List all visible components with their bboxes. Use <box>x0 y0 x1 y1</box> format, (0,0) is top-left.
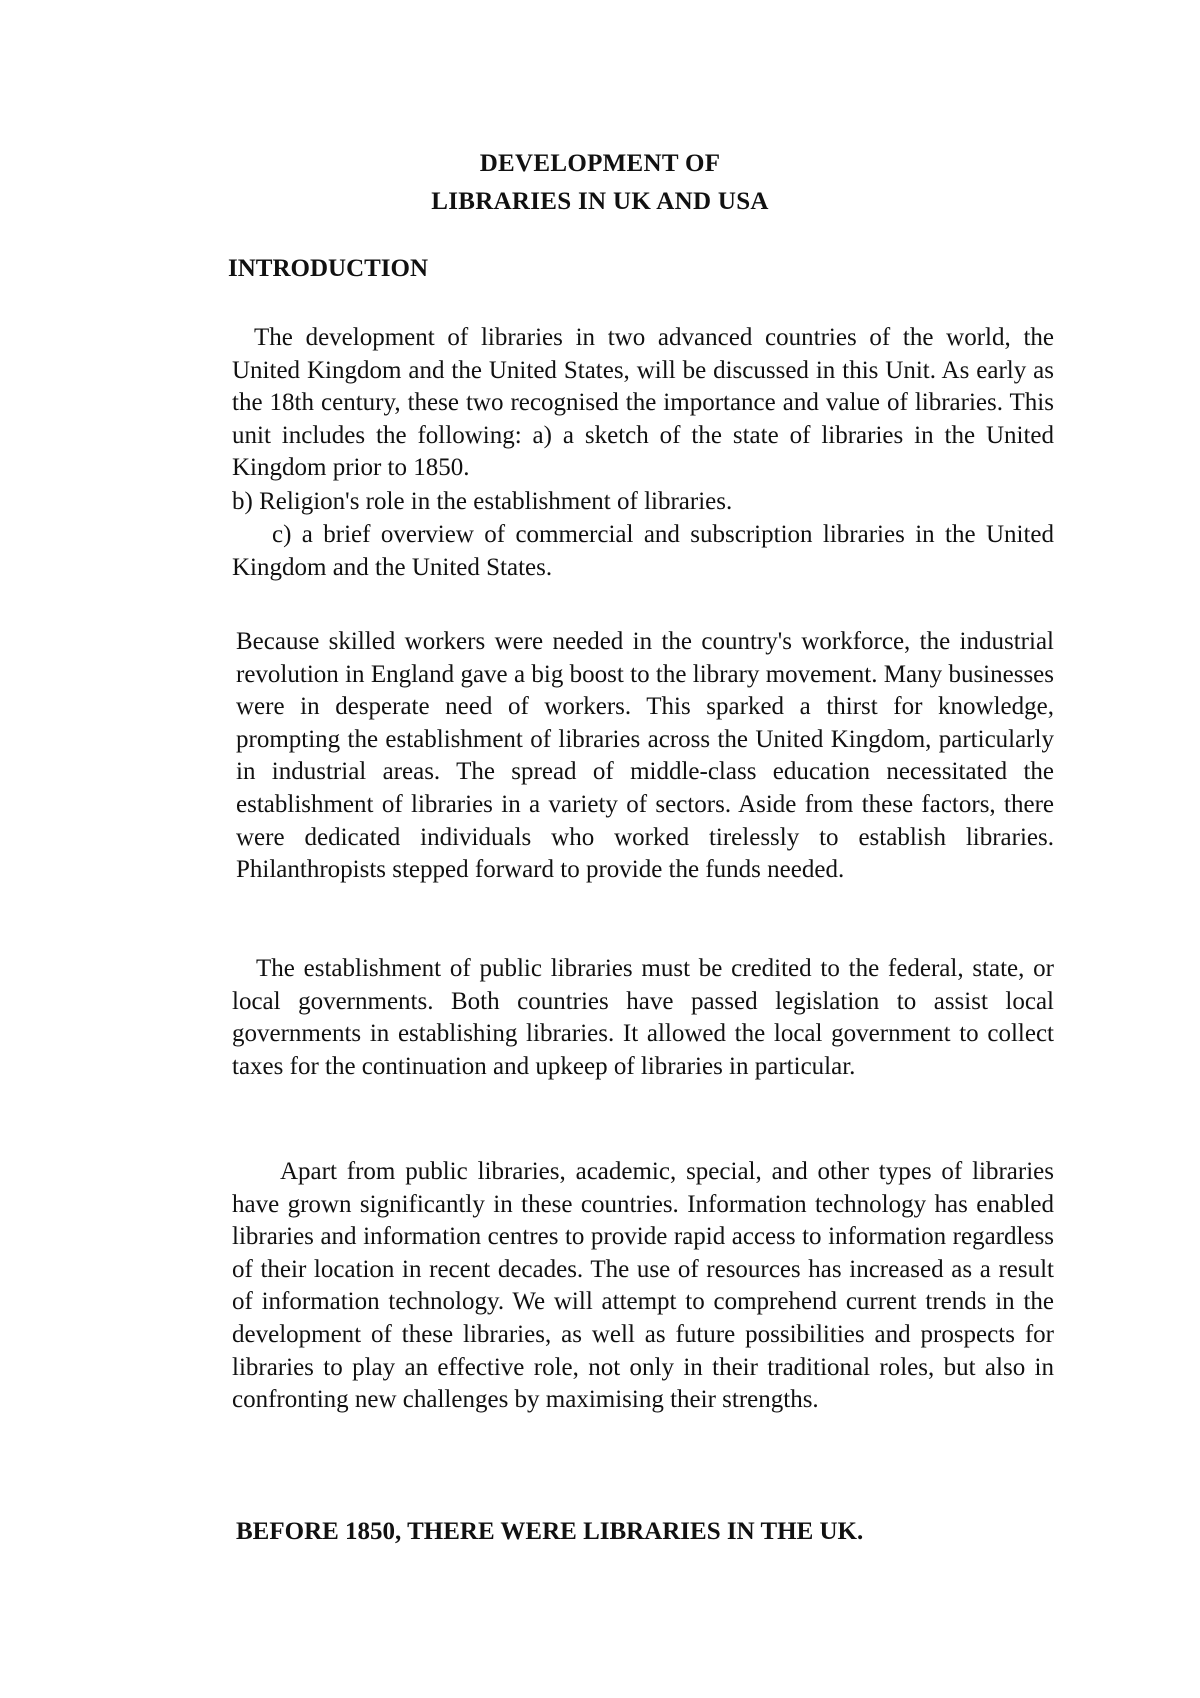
intro-paragraph: The development of libraries in two advanced countries of the world, the United Kingdom and the United States, will be discussed in this Unit. As early as the 18th century, these two recognised the importance and value of libraries. This unit includes the following: a) a sketch of the state of libraries in the United Kingdom prior to 1850. <box>232 324 1054 482</box>
intro-list-item-b: b) Religion's role in the establishment of libraries. <box>232 488 733 515</box>
before-1850-heading: BEFORE 1850, THERE WERE LIBRARIES IN THE UK. <box>236 1518 864 1545</box>
library-types-paragraph: Apart from public libraries, academic, special, and other types of libraries have grown significantly in these countries. Information technology has enabled libraries and information centres to provide rapid access to information regardless of their location in recent decades. The use of resources has increased as a result of information technology. We will attempt to comprehend current trends in the development of these libraries, as well as future possibilities and prospects for libraries to play an effective role, not only in their traditional roles, but also in confronting new challenges by maximising their strengths. <box>232 1158 1054 1414</box>
public-libraries-paragraph: The establishment of public libraries must be credited to the federal, state, or local governments. Both countries have passed legislation to assist local governments in establishing libraries. It allowed the local government to collect taxes for the continuation and upkeep of libraries in particular. <box>232 955 1054 1080</box>
industrial-revolution-paragraph: Because skilled workers were needed in the country's workforce, the industrial revolution in England gave a big boost to the library movement. Many businesses were in desperate need of workers. This sparked a thirst for knowledge, prompting the establishment of libraries across the United Kingdom, particularly in industrial areas. The spread of middle-class education necessitated the establishment of libraries in a variety of sectors. Aside from these factors, there were dedicated individuals who worked tirelessly to establish libraries. Philanthropists stepped forward to provide the funds needed. <box>236 628 1054 884</box>
intro-list-item-c: c) a brief overview of commercial and subscription libraries in the United Kingdom and the United States. <box>232 521 1054 581</box>
document-title-line-1: DEVELOPMENT OF <box>479 150 721 177</box>
document-title-line-2: LIBRARIES IN UK AND USA <box>431 188 769 215</box>
introduction-heading: INTRODUCTION <box>228 255 429 282</box>
